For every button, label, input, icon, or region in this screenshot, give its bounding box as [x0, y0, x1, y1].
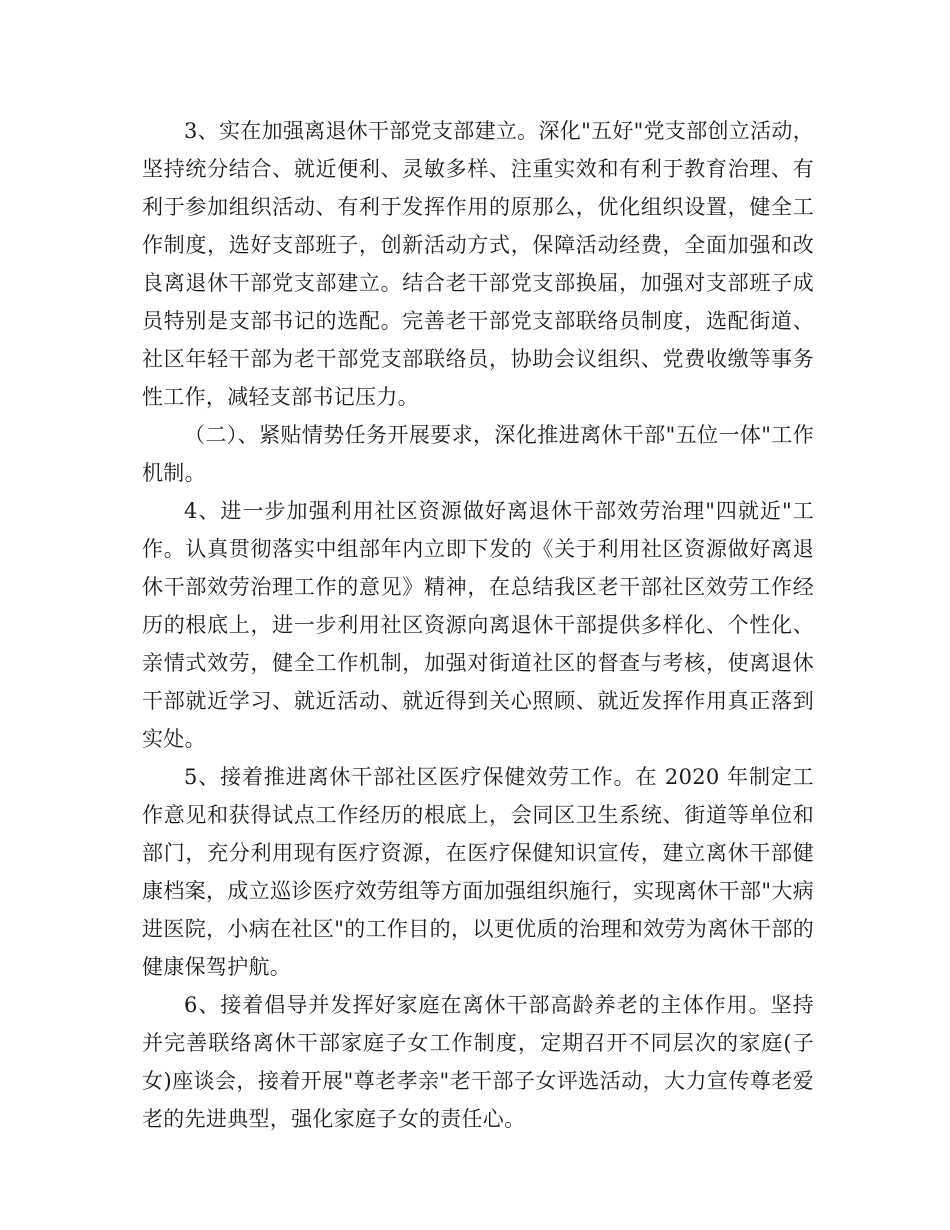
section-heading-2: （二）、紧贴情势任务开展要求，深化推进离休干部"五位一体"工作机制。 [142, 423, 814, 485]
paragraph-item-6: 6、接着倡导并发挥好家庭在离休干部高龄养老的主体作用。坚持并完善联络离休干部家庭子女工作制度，定期召开不同层次的家庭(子女)座谈会，接着开展"尊老孝亲"老干部子女评选活动，大力宣传尊老爱老的先进典型，强化家庭子女的责任心。 [142, 993, 814, 1131]
paragraph-item-3: 3、实在加强离退休干部党支部建立。深化"五好"党支部创立活动，坚持统分结合、就近便利、灵敏多样、注重实效和有利于教育治理、有利于参加组织活动、有利于发挥作用的原那么，优化组织设置，健全工作制度，选好支部班子，创新活动方式，保障活动经费，全面加强和改良离退休干部党支部建立。结合老干部党支部换届，加强对支部班子成员特别是支部书记的选配。完善老干部党支部联络员制度，选配街道、社区年轻干部为老干部党支部联络员，协助会议组织、党费收缴等事务性工作，减轻支部书记压力。 [142, 119, 814, 409]
document-body [142, 112, 814, 1138]
paragraph-item-5: 5、接着推进离休干部社区医疗保健效劳工作。在 2020 年制定工作意见和获得试点工作经历的根底上，会同区卫生系统、街道等单位和部门，充分利用现有医疗资源，在医疗保健知识宣传，建立离休干部健康档案，成立巡诊医疗效劳组等方面加强组织施行，实现离休干部"大病进医院，小病在社区"的工作目的，以更优质的治理和效劳为离休干部的健康保驾护航。 [142, 765, 814, 979]
paragraph-item-4: 4、进一步加强利用社区资源做好离退休干部效劳治理"四就近"工作。认真贯彻落实中组部年内立即下发的《关于利用社区资源做好离退休干部效劳治理工作的意见》精神，在总结我区老干部社区效劳工作经历的根底上，进一步利用社区资源向离退休干部提供多样化、个性化、亲情式效劳，健全工作机制，加强对街道社区的督查与考核，使离退休干部就近学习、就近活动、就近得到关心照顾、就近发挥作用真正落到实处。 [142, 499, 814, 751]
